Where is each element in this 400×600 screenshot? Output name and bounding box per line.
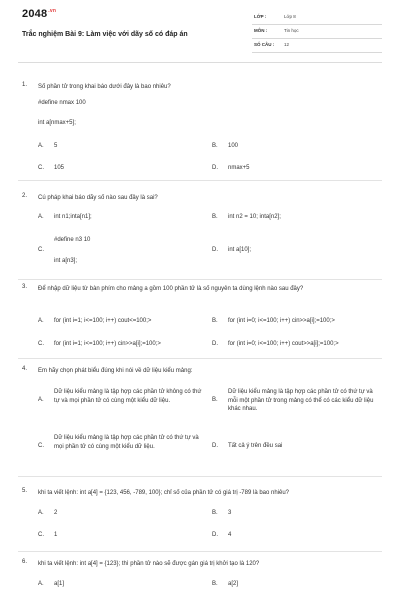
site-logo[interactable] <box>22 8 56 20</box>
option-letter: D. <box>212 443 218 449</box>
question-text: Em hãy chọn phát biểu đúng khi nói về dữ liệu kiểu mảng: <box>38 368 193 374</box>
option-letter: A. <box>38 581 44 587</box>
option-text: for (int i=1; i<=100; i++) cout<=100;> <box>54 318 152 324</box>
question-number: 4. <box>22 366 28 372</box>
question-divider <box>18 551 382 552</box>
option-letter: A. <box>38 214 44 220</box>
option-letter: C. <box>38 532 44 538</box>
option-letter: B. <box>212 510 218 516</box>
option-letter: A. <box>38 318 44 324</box>
header <box>0 0 400 70</box>
option-letter: D. <box>212 532 218 538</box>
option-text: Tất cả ý trên đều sai <box>228 443 283 449</box>
option-letter: C. <box>38 247 44 253</box>
option-text: nmax+5 <box>228 165 250 171</box>
option-text: 1 <box>54 532 58 538</box>
option-letter: C. <box>38 341 44 347</box>
option-letter: B. <box>212 581 218 587</box>
option-text: a[2] <box>228 581 239 587</box>
option-letter: D. <box>212 341 218 347</box>
option-text: 100 <box>228 143 239 149</box>
question-number: 3. <box>22 284 28 290</box>
option-text: 5 <box>54 143 58 149</box>
option-text: for (int i=0; i<=100; i++) cout>>a[i];=100;> <box>228 341 339 347</box>
option-text: Dữ liệu kiểu mảng là tập hợp các phần tử không có thứ tự và mọi phần tử có cùng một kiểu dữ liệu. <box>54 389 202 404</box>
option-text: for (int i=1; i<=100; i++) cin>>a[i];=100;> <box>54 341 161 347</box>
option-text: 4 <box>228 532 232 538</box>
question-divider <box>18 279 382 280</box>
option-text: a[1] <box>54 581 65 587</box>
question-divider <box>18 476 382 477</box>
code-line: #define nmax 100 <box>38 100 86 106</box>
meta-key: LỚP : <box>254 14 267 19</box>
meta-value: Tin học <box>284 28 299 33</box>
option-letter: B. <box>212 397 218 403</box>
question-text: Cú pháp khai báo dãy số nào sau đây là sai? <box>38 195 158 201</box>
question-number: 5. <box>22 488 28 494</box>
option-letter: A. <box>38 510 44 516</box>
option-text: Dữ liệu kiểu mảng là tập hợp các phần tử có thứ tự và mọi phần tử có cùng một kiểu dữ liệu. <box>54 435 199 450</box>
question-divider <box>18 358 382 359</box>
code-line: int a[nmax+5]; <box>38 120 76 126</box>
option-text: #define n3 10 <box>54 237 91 243</box>
logo-extension: .vn <box>48 8 57 15</box>
option-letter: A. <box>38 397 44 403</box>
option-letter: D. <box>212 247 218 253</box>
question-text: Số phần tử trong khai báo dưới đây là bao nhiêu? <box>38 84 171 90</box>
option-text: 3 <box>228 510 232 516</box>
option-letter: C. <box>38 165 44 171</box>
option-text: 105 <box>54 165 65 171</box>
question-text: khi ta viết lệnh: int a[4] = {123}; thì phần tử nào sẽ được gán giá trị khởi tạo là 120? <box>38 561 260 567</box>
page-title: Trắc nghiệm Bài 9: Làm việc với dãy số có đáp án <box>22 31 188 38</box>
meta-row-subject <box>252 25 382 39</box>
meta-key: MÔN : <box>254 28 268 33</box>
option-letter: B. <box>212 214 218 220</box>
option-text: int n2 = 10; inta[n2]; <box>228 214 281 220</box>
option-letter: A. <box>38 143 44 149</box>
header-divider <box>18 62 382 63</box>
question-text: Để nhập dữ liệu từ bàn phím cho mảng a gồm 100 phần tử là số nguyên ta dùng lệnh nào sau đây? <box>38 286 304 292</box>
logo-text: 2048 <box>22 8 48 20</box>
option-letter: C. <box>38 443 44 449</box>
option-text: int a[10]; <box>228 247 252 253</box>
option-text: int n1;inta[n1]; <box>54 214 92 220</box>
option-text-line-2: int a[n3]; <box>54 258 78 264</box>
question-number: 2. <box>22 193 28 199</box>
meta-row-class <box>252 11 382 25</box>
question-number: 1. <box>22 82 28 88</box>
question-divider <box>18 180 382 181</box>
option-letter: D. <box>212 165 218 171</box>
meta-table <box>252 11 382 53</box>
option-text: 2 <box>54 510 58 516</box>
option-letter: B. <box>212 318 218 324</box>
option-text: for (int i=0; i<=100; i++) cin>>a[i];=100;> <box>228 318 335 324</box>
meta-row-count <box>252 39 382 53</box>
option-letter: B. <box>212 143 218 149</box>
question-text: khi ta viết lệnh: int a[4] = {123, 456, -789, 100}; chỉ số của phần tử có giá trị -789 là bao nhiêu? <box>38 490 290 496</box>
meta-value: 12 <box>284 42 290 47</box>
meta-value: Lớp 8 <box>284 14 296 19</box>
meta-key: SỐ CÂU : <box>254 42 275 47</box>
question-number: 6. <box>22 559 28 565</box>
option-text: Dữ liệu kiểu mảng là tập hợp các phần tử có thứ tự và mỗi một phần tử trong mảng có thể có các kiểu dữ liệu khác nhau. <box>228 389 374 413</box>
